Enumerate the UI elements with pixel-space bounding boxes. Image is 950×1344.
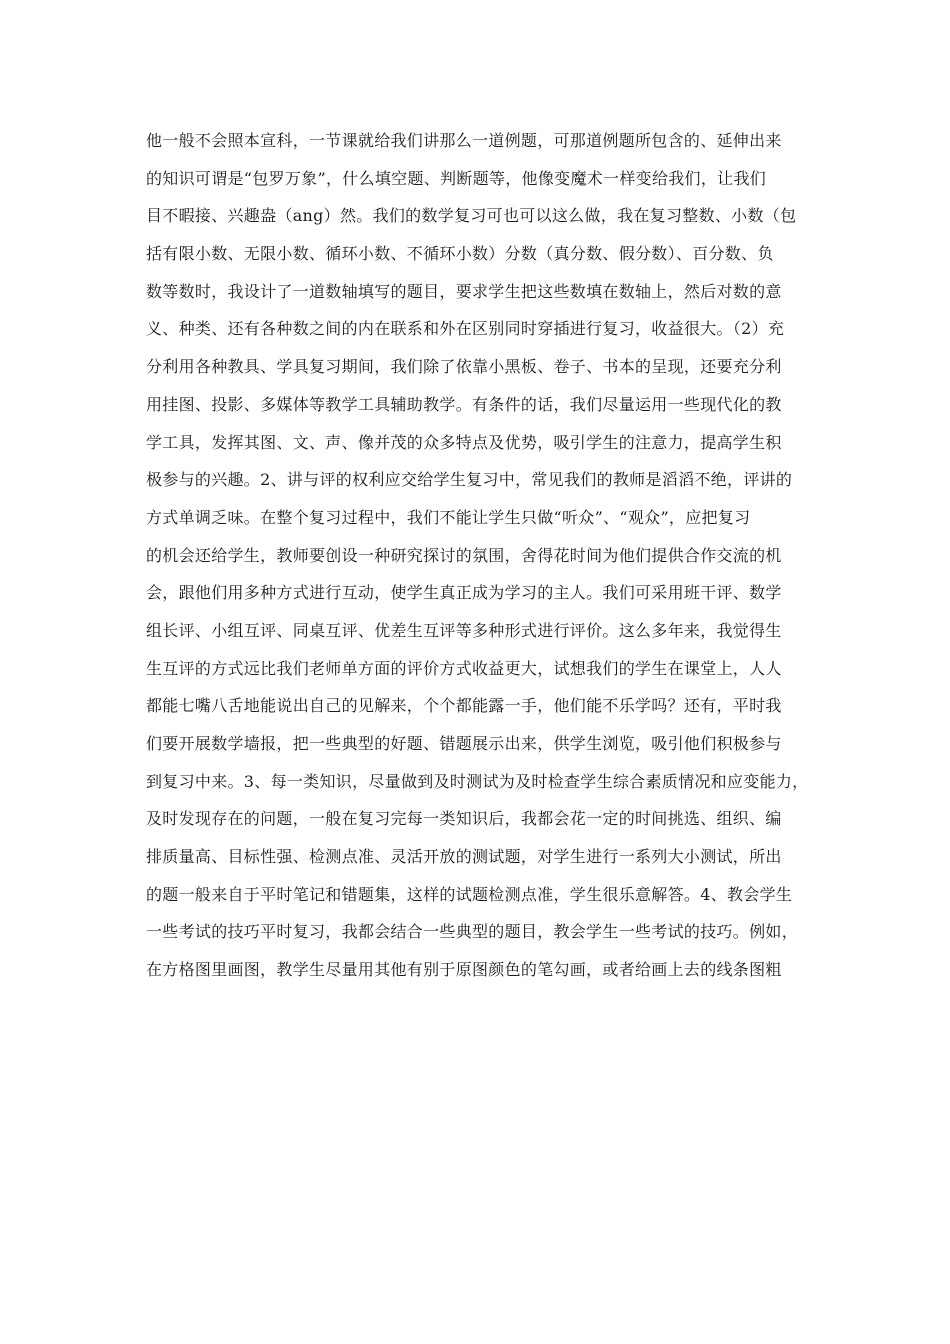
text-line: 的机会还给学生，教师要创设一种研究探讨的氛围，舍得花时间为他们提供合作交流的机 — [146, 545, 782, 565]
text-line: 用挂图、投影、多媒体等教学工具辅助教学。有条件的话，我们尽量运用一些现代化的教 — [146, 394, 782, 414]
text-line: 组长评、小组互评、同桌互评、优差生互评等多种形式进行评价。这么多年来，我觉得生 — [146, 620, 782, 640]
text-line: 们要开展数学墙报，把一些典型的好题、错题展示出来，供学生浏览，吸引他们积极参与 — [146, 734, 782, 753]
text-line: 数等数时，我设计了一道数轴填写的题目，要求学生把这些数填在数轴上，然后对数的意 — [146, 281, 782, 301]
text-line: 的知识可谓是“包罗万象”，什么填空题、判断题等，他像变魔术一样变给我们，让我们 — [146, 168, 767, 188]
text-line: 的题一般来自于平时笔记和错题集，这样的试题检测点准，学生很乐意解答。4、教会学生 — [146, 884, 793, 904]
text-line: 到复习中来。3、每一类知识，尽量做到及时测试为及时检查学生综合素质情况和应变能力， — [146, 771, 809, 791]
text-line: 生互评的方式远比我们老师单方面的评价方式收益更大，试想我们的学生在课堂上，人人 — [146, 658, 782, 678]
text-line: 他一般不会照本宣科，一节课就给我们讲那么一道例题，可那道例题所包含的、延伸出来 — [146, 131, 782, 150]
text-line: 义、种类、还有各种数之间的内在联系和外在区别同时穿插进行复习，收益很大。（2）充 — [146, 319, 785, 339]
text-line: 会，跟他们用多种方式进行互动，使学生真正成为学习的主人。我们可采用班干评、数学 — [146, 583, 782, 603]
text-line: 及时发现存在的问题，一般在复习完每一类知识后，我都会花一定的时间挑选、组织、编 — [146, 809, 782, 829]
text-line: 目不暇接、兴趣盎（ang）然。我们的数学复习可也可以这么做，我在复习整数、小数（包 — [146, 206, 797, 226]
text-line: 在方格图里画图，教学生尽量用其他有别于原图颜色的笔勾画，或者给画上去的线条图粗 — [146, 960, 782, 980]
text-line: 极参与的兴趣。2、讲与评的权利应交给学生复习中，常见我们的教师是滔滔不绝，评讲的 — [146, 470, 793, 490]
body-text — [146, 122, 809, 989]
text-line: 方式单调乏味。在整个复习过程中，我们不能让学生只做“听众”、“观众”，应把复习 — [146, 507, 751, 527]
text-line: 一些考试的技巧平时复习，我都会结合一些典型的题目，教会学生一些考试的技巧。例如， — [146, 922, 799, 942]
text-line: 排质量高、目标性强、检测点准、灵活开放的测试题，对学生进行一系列大小测试，所出 — [146, 847, 782, 867]
text-line: 括有限小数、无限小数、循环小数、不循环小数）分数（真分数、假分数）、百分数、负 — [146, 244, 774, 264]
text-line: 学工具，发挥其图、文、声、像并茂的众多特点及优势，吸引学生的注意力，提高学生积 — [146, 432, 782, 452]
text-line: 都能七嘴八舌地能说出自己的见解来，个个都能露一手，他们能不乐学吗？还有，平时我 — [146, 696, 782, 716]
text-line: 分利用各种教具、学具复习期间，我们除了依靠小黑板、卷子、书本的呈现，还要充分利 — [146, 357, 782, 377]
